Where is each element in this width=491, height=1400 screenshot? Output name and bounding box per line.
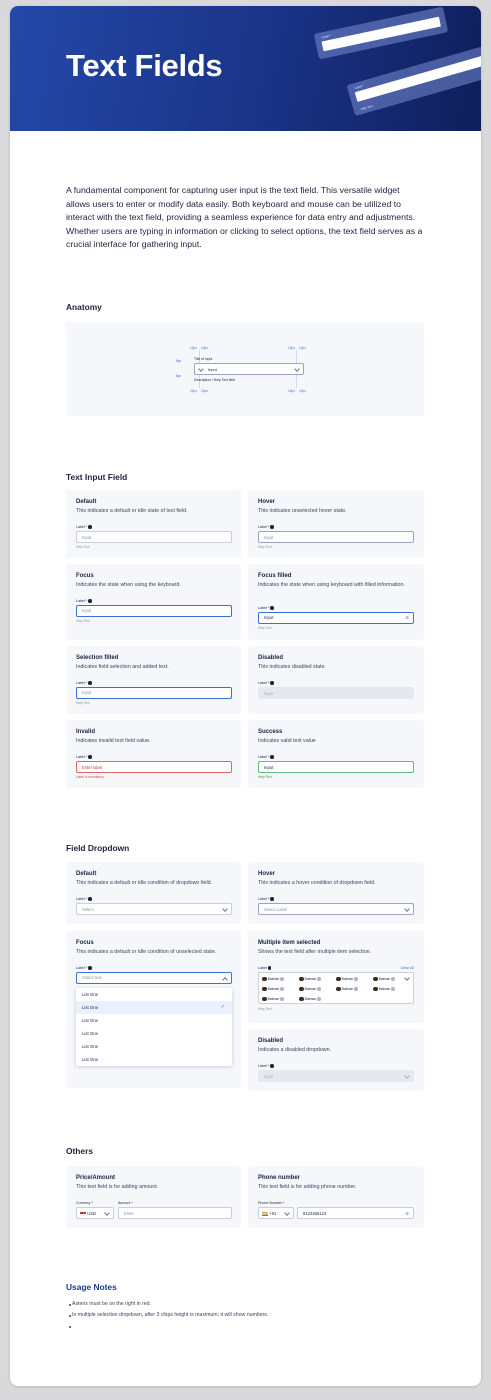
india-flag-icon	[262, 1212, 268, 1216]
spacing-label: 8px	[176, 359, 182, 363]
chip[interactable]: Batman	[262, 996, 284, 1002]
card-description: Shows the text field after multiple item selection.	[258, 949, 372, 955]
info-icon	[270, 525, 274, 529]
card-title: Default	[76, 499, 97, 505]
card-description: Indicates valid text value	[258, 738, 316, 744]
text-input[interactable]: Input	[258, 531, 414, 543]
card-description: This indicates a default or idle condition of dropdown field.	[76, 880, 213, 886]
card-success	[248, 720, 424, 788]
chevron-down-icon	[404, 975, 410, 981]
card-title: Multiple item selected	[258, 940, 321, 946]
avatar	[262, 987, 267, 992]
text-input[interactable]: Input ⊗	[258, 612, 414, 624]
card-description: Indicates field selection and added text.	[76, 664, 169, 670]
anatomy-input-text: Input	[208, 367, 217, 372]
avatar	[336, 987, 341, 992]
card-description: This indicates unselected hover state.	[258, 508, 347, 514]
us-flag-icon	[80, 1212, 86, 1216]
card-selection-filled	[66, 646, 241, 714]
card-dropdown-multiple	[248, 931, 424, 1023]
text-input[interactable]: Input	[76, 531, 232, 543]
decorative-help: Help Text	[360, 103, 374, 112]
card-dropdown-disabled	[248, 1029, 424, 1091]
clear-icon[interactable]: ⊗	[405, 1211, 409, 1216]
dropdown-select[interactable]: Select text	[76, 972, 232, 984]
spacing-label: 8px	[176, 374, 182, 378]
avatar	[336, 977, 341, 982]
spacing-label: 10px	[299, 389, 306, 393]
spacing-label: 10px	[288, 389, 295, 393]
spacing-label: 12px	[190, 346, 197, 350]
card-description: This indicates a default or idle state of text field.	[76, 508, 188, 514]
decorative-field-card	[314, 7, 449, 60]
error-text: Label is mandatory	[76, 775, 104, 779]
card-title: Invalid	[76, 729, 96, 735]
menu-item-selected[interactable]: List One ✓	[76, 1001, 232, 1014]
info-icon	[88, 525, 92, 529]
decorative-label: Label *	[321, 33, 332, 40]
card-dropdown-focus	[66, 931, 241, 1088]
card-focus-filled	[248, 564, 424, 640]
chevron-down-icon	[404, 906, 410, 912]
info-icon	[270, 755, 274, 759]
spacing-label: 10px	[190, 389, 197, 393]
card-description: This indicates a default or idle condition of unselected state.	[76, 949, 217, 955]
decorative-input	[355, 54, 481, 102]
card-title: Focus	[76, 573, 94, 579]
remove-chip-icon[interactable]	[391, 977, 395, 981]
decorative-input	[321, 17, 440, 52]
remove-chip-icon[interactable]	[354, 977, 358, 981]
amount-label: Amount *	[118, 1201, 133, 1205]
text-input[interactable]: Input	[76, 605, 232, 617]
dropdown-select[interactable]: Select	[76, 903, 232, 915]
spacing-label: 12px	[201, 346, 208, 350]
card-default	[66, 490, 241, 558]
avatar	[262, 977, 267, 982]
field-label: Label *	[258, 525, 274, 529]
usage-note: Asterix must be on the right in red.	[72, 1301, 152, 1307]
clear-all-link[interactable]: Clear All	[400, 966, 414, 970]
card-phone	[248, 1166, 424, 1228]
field-label: Label *	[76, 966, 92, 970]
avatar	[373, 987, 378, 992]
remove-chip-icon[interactable]	[391, 987, 395, 991]
field-label: Label *	[258, 755, 274, 759]
chevron-up-icon	[222, 977, 228, 983]
text-input[interactable]: Enter label	[76, 761, 232, 773]
field-label: Label *	[258, 897, 274, 901]
remove-chip-icon[interactable]	[354, 987, 358, 991]
info-icon	[270, 897, 274, 901]
card-disabled	[248, 646, 424, 714]
chip[interactable]: Batman	[262, 976, 284, 982]
info-icon	[88, 897, 92, 901]
card-description: Indicates invalid text field value.	[76, 738, 151, 744]
card-title: Focus filled	[258, 573, 292, 579]
menu-item[interactable]: List One	[82, 1031, 99, 1036]
card-price	[66, 1166, 241, 1228]
success-text: Help Text	[258, 775, 272, 779]
chevron-down-icon	[222, 906, 228, 912]
anatomy-input	[194, 363, 304, 375]
help-text: Help Text	[76, 545, 90, 549]
card-title: Focus	[76, 940, 94, 946]
field-label: Label *	[258, 1064, 274, 1068]
page	[10, 6, 481, 1386]
field-label: Label *	[76, 525, 92, 529]
anatomy-description: Description / Help Text field	[194, 378, 236, 382]
country-code-select[interactable]: +91	[258, 1207, 294, 1219]
help-text: Help Text	[258, 626, 272, 630]
remove-chip-icon[interactable]	[317, 997, 321, 1001]
card-title: Price/Amount	[76, 1175, 116, 1181]
info-icon	[270, 1064, 274, 1068]
avatar	[373, 977, 378, 982]
chevron-down-icon	[104, 1210, 110, 1216]
menu-item[interactable]: List One	[82, 1044, 99, 1049]
text-input[interactable]: Input	[76, 687, 232, 699]
anatomy-title-label: Title of input	[194, 357, 213, 361]
card-dropdown-default	[66, 862, 241, 924]
avatar	[262, 997, 267, 1002]
help-text: Help Text	[76, 619, 90, 623]
field-label: Label *	[76, 681, 92, 685]
check-icon: ✓	[220, 1004, 225, 1010]
field-label: Label *	[76, 755, 92, 759]
chip[interactable]: Batman	[336, 986, 358, 992]
avatar	[299, 997, 304, 1002]
menu-item[interactable]: List One	[82, 992, 99, 997]
field-label: Label *	[258, 606, 274, 610]
bullet	[69, 1304, 71, 1306]
spacing-label: 12px	[288, 346, 295, 350]
card-title: Disabled	[258, 1038, 284, 1044]
chip[interactable]: Batman	[262, 986, 284, 992]
remove-chip-icon[interactable]	[280, 997, 284, 1001]
dropdown-disabled: Input	[258, 1070, 414, 1082]
amount-input[interactable]: Enter	[118, 1207, 232, 1219]
section-title-text-input: Text Input Field	[66, 472, 128, 482]
info-icon	[268, 966, 272, 970]
chip[interactable]: Batman	[373, 976, 395, 982]
clear-icon[interactable]: ⊗	[405, 615, 409, 620]
card-description: This indicates a hover condition of dropdown field.	[258, 880, 376, 886]
chevron-down-icon	[294, 366, 300, 372]
intro-paragraph: A fundamental component for capturing user input is the text field. This versatile widget allows users to enter or modify data easily. Both keyboard and mouse can be utilized to interact with the text field, providing a seamless experience for data entry and adjustments. Whether users are typing in information or clicking to select options, the text field serves as a crucial interface for gathering input.	[66, 185, 423, 250]
card-title: Hover	[258, 499, 276, 505]
text-input-disabled: Input	[258, 687, 414, 699]
phone-input[interactable]: 8123456123 ⊗	[297, 1207, 414, 1219]
page-title: Text Fields	[66, 48, 223, 83]
section-title-dropdown: Field Dropdown	[66, 843, 130, 853]
section-title-others: Others	[66, 1146, 93, 1156]
hero-banner	[10, 6, 481, 131]
chip[interactable]: Batman	[299, 986, 321, 992]
chip[interactable]: Batman	[299, 976, 321, 982]
section-title-anatomy: Anatomy	[66, 302, 102, 312]
remove-chip-icon[interactable]	[280, 977, 284, 981]
card-dropdown-hover	[248, 862, 424, 924]
currency-select[interactable]: USD	[76, 1207, 114, 1219]
card-focus	[66, 564, 241, 640]
spacing-label: 12px	[299, 346, 306, 350]
chip[interactable]: Batman	[373, 986, 395, 992]
spacing-label: 10px	[201, 389, 208, 393]
info-icon	[270, 606, 274, 610]
chevron-down-icon	[198, 366, 204, 372]
decorative-label: Label *	[354, 83, 365, 91]
avatar	[299, 977, 304, 982]
card-description: Indicates a disabled dropdown.	[258, 1047, 332, 1053]
chevron-down-icon	[404, 1073, 410, 1079]
chip[interactable]: Batman	[336, 976, 358, 982]
field-label: Label *	[258, 681, 274, 685]
info-icon	[88, 599, 92, 603]
decorative-field-card	[346, 44, 481, 116]
info-icon	[88, 755, 92, 759]
dropdown-menu	[76, 988, 232, 1066]
anatomy-panel	[66, 322, 424, 416]
card-title: Disabled	[258, 655, 284, 661]
help-text: Help Text	[258, 545, 272, 549]
menu-item[interactable]: List One	[82, 1018, 99, 1023]
card-description: This indicates disabled state.	[258, 664, 327, 670]
card-title: Hover	[258, 871, 276, 877]
info-icon	[88, 681, 92, 685]
field-label: Label *	[76, 599, 92, 603]
multi-select-field[interactable]	[258, 972, 414, 1004]
menu-item[interactable]: List One	[82, 1057, 99, 1062]
usage-note: In multiple selection dropdown, after 3 chips height is maximum; it will show numbers.	[72, 1312, 269, 1318]
card-title: Phone number	[258, 1175, 301, 1181]
bullet	[69, 1315, 71, 1317]
card-title: Default	[76, 871, 97, 877]
field-label: Label	[258, 966, 271, 970]
card-invalid	[66, 720, 241, 788]
avatar	[299, 987, 304, 992]
bullet	[69, 1326, 71, 1328]
card-title: Selection filled	[76, 655, 119, 661]
card-description: Indicates the state when using keyboard with filled information.	[258, 582, 405, 588]
card-title: Success	[258, 729, 283, 735]
info-icon	[88, 966, 92, 970]
help-text: Help Text	[258, 1007, 272, 1011]
remove-chip-icon[interactable]	[317, 977, 321, 981]
help-text: Help Text	[76, 701, 90, 705]
remove-chip-icon[interactable]	[280, 987, 284, 991]
remove-chip-icon[interactable]	[317, 987, 321, 991]
info-icon	[270, 681, 274, 685]
phone-label: Phone Number *	[258, 1201, 285, 1205]
section-title-usage: Usage Notes	[66, 1282, 117, 1292]
chip[interactable]: Batman	[299, 996, 321, 1002]
text-input[interactable]: Input	[258, 761, 414, 773]
card-hover	[248, 490, 424, 558]
chevron-down-icon	[284, 1210, 290, 1216]
currency-label: Currency *	[76, 1201, 93, 1205]
field-label: Label *	[76, 897, 92, 901]
card-description: This text field is for adding amount.	[76, 1184, 159, 1190]
card-description: Indicates the state when using the keyboard.	[76, 582, 181, 588]
dropdown-select[interactable]: Select Label	[258, 903, 414, 915]
card-description: This text field is for adding phone number.	[258, 1184, 357, 1190]
